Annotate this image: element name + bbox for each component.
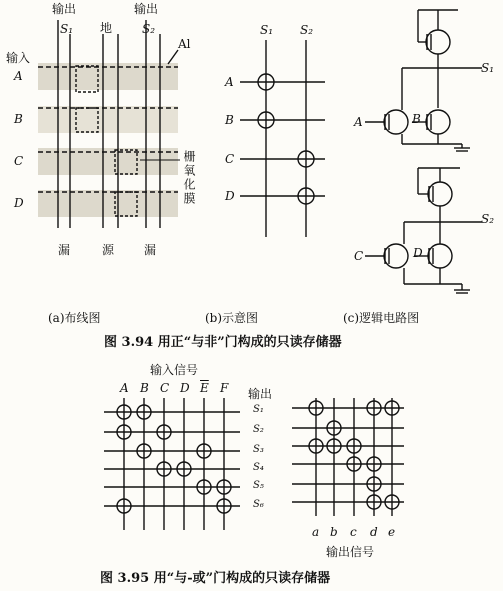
or-matrix — [292, 398, 404, 516]
label-s1-c: S₁ — [481, 61, 495, 75]
output-s1: S₁ — [253, 404, 264, 415]
label-s2-b: S₂ — [300, 23, 314, 37]
row-b-a: A — [225, 75, 234, 89]
output-s2: S₂ — [253, 424, 264, 435]
input-d: D — [180, 381, 190, 395]
label-output-left: 输出 — [52, 2, 77, 16]
label-source: 源 — [102, 243, 115, 257]
output-s6: S₆ — [253, 499, 264, 510]
row-b-d: D — [225, 189, 235, 203]
output-s3: S₃ — [253, 444, 264, 455]
input-b: B — [140, 381, 149, 395]
label-gate-c: C — [354, 249, 364, 263]
input-a: A — [120, 381, 129, 395]
label-s2-a: S₂ — [142, 22, 156, 36]
layout-diagram-a — [38, 20, 180, 228]
label-s1-b: S₁ — [260, 23, 274, 37]
strip-d — [38, 190, 178, 217]
label-gate-b: B — [412, 112, 421, 126]
signal-e: e — [388, 525, 396, 539]
label-drain-right: 漏 — [144, 243, 157, 257]
input-e: $\overline{E}$ — [200, 381, 209, 395]
signal-c: c — [350, 525, 357, 539]
signal-a: a — [312, 525, 320, 539]
output-s4: S₄ — [253, 462, 264, 473]
label-output-95: 输出 — [248, 387, 273, 401]
input-f: F — [220, 381, 229, 395]
figure-title-395: 图 3.95 用“与-或”门构成的只读存储器 — [100, 571, 331, 586]
row-label-c: C — [14, 154, 24, 168]
schematic-diagram-b — [240, 40, 325, 237]
row-b-b: B — [225, 113, 234, 127]
row-label-b: B — [14, 112, 23, 126]
label-s2-c: S₂ — [481, 212, 495, 226]
signal-d: d — [370, 525, 378, 539]
label-gate-a: A — [354, 115, 363, 129]
row-label-a: A — [14, 69, 23, 83]
label-ground: 地 — [100, 21, 113, 35]
label-output-signals: 输出信号 — [326, 545, 375, 559]
input-c: C — [160, 381, 170, 395]
caption-b: (b)示意图 — [205, 311, 259, 325]
caption-c: (c)逻辑电路图 — [343, 311, 420, 325]
caption-a: (a)布线图 — [48, 311, 101, 325]
label-output-right: 输出 — [134, 2, 159, 16]
signal-b: b — [330, 525, 338, 539]
label-input-signals: 输入信号 — [150, 363, 199, 377]
label-gate-d: D — [413, 246, 423, 260]
label-drain-left: 漏 — [58, 243, 71, 257]
label-s1-a: S₁ — [60, 22, 74, 36]
label-input: 输入 — [6, 51, 31, 65]
label-gate-oxide: 栅氧化膜 — [182, 150, 196, 206]
row-b-c: C — [225, 152, 235, 166]
strip-b — [38, 106, 178, 133]
and-matrix — [104, 398, 240, 530]
label-al: Al — [178, 37, 191, 51]
row-label-d: D — [14, 196, 24, 210]
figure-title-394: 图 3.94 用正“与非”门构成的只读存储器 — [104, 335, 342, 350]
logic-circuit-c — [365, 10, 482, 293]
output-s5: S₅ — [253, 480, 264, 491]
